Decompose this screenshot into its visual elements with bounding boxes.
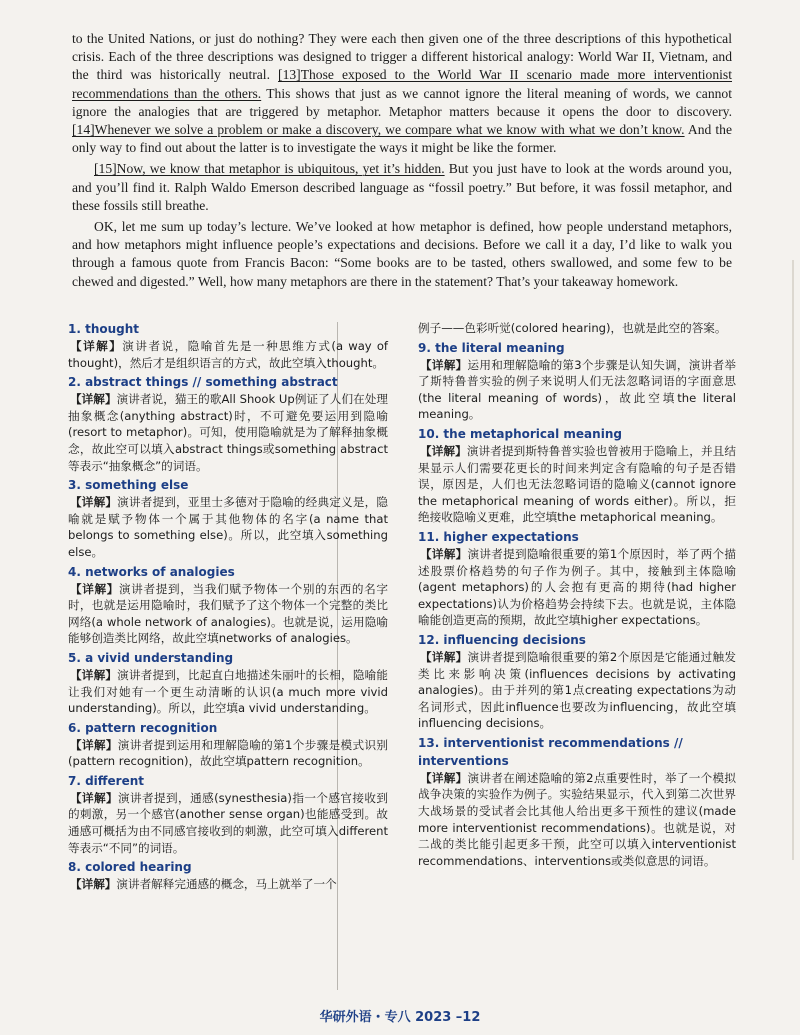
answer-item (68, 858, 388, 893)
answer-explanation (68, 581, 388, 647)
answer-explanation (418, 770, 736, 870)
explanation-text: 演讲者提到，通感(synesthesia)指一个感官接收到的刺激，另一个感官(another sense organ)也能感受到。故通感可概括为由不同感官接收到的刺激，此空可填入different等表示“不同”的词语。 (68, 790, 388, 855)
detail-tag: 【详解】 (420, 546, 468, 561)
detail-tag: 【详解】 (70, 392, 117, 407)
explanation-continuation: 例子——色彩听觉(colored hearing)，也就是此空的答案。 (418, 321, 727, 335)
page-footer: 华研外语・专八 2023 –12 (319, 1010, 481, 1025)
explanation-text: 演讲者提到，当我们赋予物体一个别的东西的名字时，也就是运用隐喻时，我们赋予了这个物体一个完整的类比网络(a whole network of analogies)。也就是说，运用隐喻能够创造类比网络，故此空填networks of analogies。 (68, 581, 388, 646)
detail-tag: 【详解】 (70, 877, 117, 892)
explanation-text: 演讲者提到，比起直白地描述朱丽叶的长相，隐喻能让我们对她有一个更生动清晰的认识(a much more vivid understanding)。所以，此空填a vivid understanding。 (68, 667, 388, 716)
transcript-text: And the only way to find out about the latter is to investigate the ways it might be like the former. (72, 122, 732, 156)
answer-heading: 5. a vivid understanding (68, 650, 234, 665)
answer-explanation (68, 790, 388, 856)
detail-tag: 【详解】 (70, 339, 123, 353)
answer-item (68, 373, 388, 474)
detail-tag: 【详解】 (420, 649, 468, 664)
right-column (418, 320, 736, 871)
answer-explanation (68, 338, 388, 371)
answer-item (68, 772, 388, 856)
answer-item (418, 734, 736, 870)
answer-heading: 11. higher expectations (418, 529, 579, 544)
transcript-text: OK, let me sum up today’s lecture. We’ve looked at how metaphor is defined, how people understand metaphors, and how metaphors might influence people’s expectations and decisions. Before we call it a day, I’d like to walk you through a famous quote from Francis Bacon: “Some books are to be tasted, others swallowed, and some few to be chewed and digested.” Well, how many metaphors are there in the statement? That’s your takeaway homework. (72, 219, 732, 289)
detail-tag: 【详解】 (70, 737, 118, 752)
answer-heading: 4. networks of analogies (68, 564, 235, 579)
detail-tag: 【详解】 (420, 770, 468, 785)
answer-heading: 12. influencing decisions (418, 632, 586, 647)
answer-item (418, 425, 736, 526)
answer-item (68, 476, 388, 560)
answer-explanation (418, 443, 736, 526)
answer-item (68, 649, 388, 717)
detail-tag: 【详解】 (420, 443, 467, 458)
answer-heading: 9. the literal meaning (418, 340, 565, 355)
explanation-text: 演讲者提到运用和理解隐喻的第1个步骤是模式识别(pattern recognition)，故此空填pattern recognition。 (68, 737, 388, 769)
binding-edge-shadow (792, 260, 794, 860)
answer-explanation (68, 494, 388, 560)
transcript-text: to the United Nations, or just do nothing? They were each then given one of the three descriptions of this hypothetical crisis. Each of the three descriptions was designed to trigger a different historical analogy: World War II, Vietnam, and the third was historically neutral. (72, 31, 732, 83)
answer-heading: 8. colored hearing (68, 860, 192, 875)
transcript-paragraph (72, 30, 732, 157)
explanation-text: 演讲者说，隐喻首先是一种思维方式(a way of thought)，然后才是组织语言的方式，故此空填入thought。 (68, 339, 388, 370)
answer-explanation (68, 737, 388, 770)
answer-heading: 6. pattern recognition (68, 720, 218, 735)
answer-explanation (68, 391, 388, 474)
detail-tag: 【详解】 (70, 495, 118, 510)
detail-tag: 【详解】 (70, 790, 119, 805)
answer-explanation (418, 649, 736, 732)
transcript-paragraph (72, 160, 732, 215)
explanation-text: 运用和理解隐喻的第3个步骤是认知失调，演讲者举了斯特鲁普实验的例子来说明人们无法忽略词语的字面意思(the literal meaning of words)，故此空填the literal meaning。 (418, 357, 736, 422)
transcript-text: But you just have to look at the words around you, and you’ll find it. Ralph Waldo Emerson described language as “fossil poetry.” But before, it was fossil metaphor, and these fossils still breathe. (72, 161, 732, 213)
answer-explanation (68, 667, 388, 717)
detail-tag: 【详解】 (70, 581, 120, 596)
explanation-text: 演讲者提到斯特鲁普实验也曾被用于隐喻上，并且结果显示人们需要花更长的时间来判定含有隐喻的句子是否错误，原因是，人们也无法忽略词语的隐喻义(cannot ignore the metaphorical meaning of words either)。所以，拒绝接收隐喻义更难，此空填the metaphorical meaning。 (418, 443, 736, 525)
left-column (68, 320, 388, 895)
detail-tag: 【详解】 (70, 667, 118, 682)
question-marker-14: [14] (72, 122, 95, 138)
answer-explanation (68, 876, 388, 893)
explanation-text: 演讲者提到隐喻很重要的第1个原因时，举了两个描述股票价格趋势的句子作为例子。其中，接触到主体隐喻(agent metaphors)的人会抱有更高的期待(had higher expectations)认为价格趋势会持续下去。也就是说，主体隐喻能创造更高的预期，故此空填higher expectations。 (418, 546, 736, 628)
answer-heading: 3. something else (68, 478, 189, 493)
underlined-answer-13: Those exposed to the World War II scenario made more interventionist recommendations than the others. (72, 67, 732, 101)
explanation-text: 演讲者提到隐喻很重要的第2个原因是它能通过触发类比来影响决策(influences decisions by activating analogies)。由于并列的第1点creating expectations为动名词形式，因此influence也要改为influencing，故此空填influencing decisions。 (418, 649, 736, 731)
explanation-text: 演讲者说，猫王的歌All Shook Up例证了人们在处理抽象概念(anything abstract)时，不可避免要运用到隐喻(resort to metaphor)。可知，使用隐喻就是为了解释抽象概念，故此空可以填入abstract things或something abstract等表示“抽象概念”的词语。 (68, 392, 388, 473)
detail-tag: 【详解】 (420, 357, 468, 372)
answer-heading: 10. the metaphorical meaning (418, 426, 622, 441)
answer-item (418, 528, 736, 629)
answer-heading: 2. abstract things // something abstract (68, 375, 338, 390)
explanation-text: 演讲者解释完通感的概念，马上就举了一个 (116, 877, 337, 892)
question-marker-13: [13] (278, 67, 301, 83)
answer-item (418, 631, 736, 732)
answer-explanation (418, 546, 736, 629)
explanation-text: 演讲者在阐述隐喻的第2点重要性时，举了一个模拟战争决策的实验作为例子。实验结果显示，代入到第二次世界大战场景的受试者会比其他人给出更多干预性的建议(made more interventionist recommendations)。也就是说，对二战的类比能引起更多干预，此空可以填入interventionist recommendations、interventions或类似意思的词语。 (418, 770, 736, 868)
question-marker-15: [15] (94, 161, 117, 177)
answer-heading: 7. different (68, 773, 144, 788)
answer-item (68, 563, 388, 647)
answer-item (68, 320, 388, 371)
answer-item (418, 339, 736, 423)
answer-heading: 1. thought (68, 322, 140, 336)
answer-heading: 13. interventionist recommendations // interventions (418, 735, 683, 768)
explanation-text: 演讲者提到，亚里士多德对于隐喻的经典定义是，隐喻就是赋予物体一个属于其他物体的名字(a name that belongs to something else)。所以，此空填入something else。 (68, 495, 388, 559)
underlined-answer-15: Now, we know that metaphor is ubiquitous, yet it’s hidden. (116, 161, 445, 177)
lecture-transcript (72, 30, 732, 294)
transcript-paragraph (72, 218, 732, 291)
transcript-text: This shows that just as we cannot ignore the literal meaning of words, we cannot ignore the analogies that are triggered by metaphor. Metaphor matters because it opens the door to discovery. (72, 85, 732, 119)
underlined-answer-14: Whenever we solve a problem or make a discovery, we compare what we know with what we don’t know. (94, 122, 685, 138)
answer-item (68, 719, 388, 770)
answer-explanation (418, 357, 736, 423)
